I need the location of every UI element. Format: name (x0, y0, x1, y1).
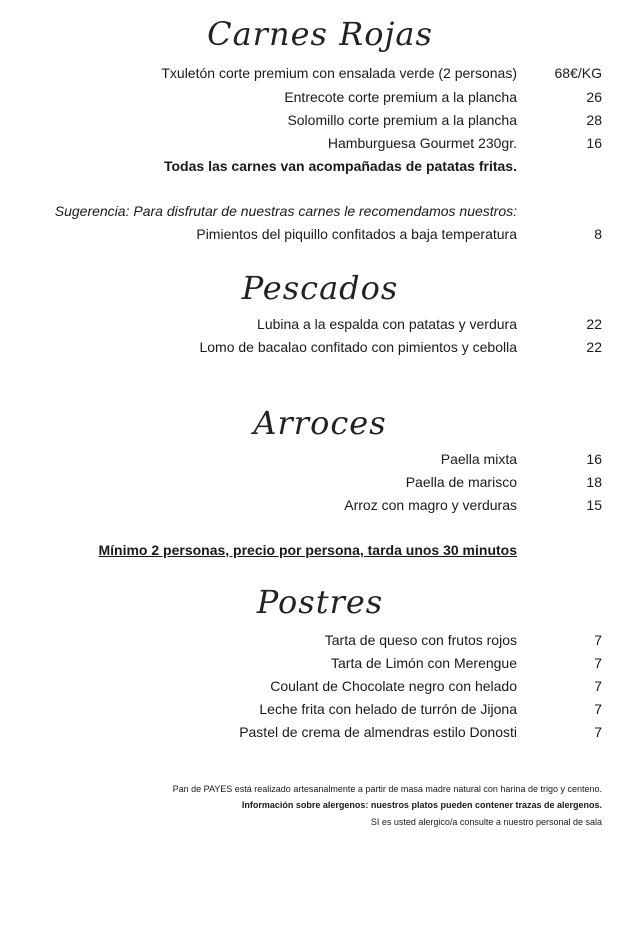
item-name: Tarta de Limón con Merengue (331, 655, 517, 671)
menu-item (0, 132, 640, 154)
menu-item (0, 336, 640, 358)
menu-item (0, 448, 640, 470)
suggestion-note: Sugerencia: Para disfrutar de nuestras carnes le recomendamos nuestros: (54, 203, 517, 219)
footer-allergen-contact: SI es usted alergico/a consulte a nuestro personal de sala (370, 817, 602, 827)
item-name: Lomo de bacalao confitado con pimientos y cebolla (199, 339, 517, 355)
arroces-note: Mínimo 2 personas, precio por persona, tarda unos 30 minutos (98, 542, 517, 558)
section-note (0, 539, 640, 561)
item-price: 16 (586, 451, 602, 467)
item-price: 22 (586, 316, 602, 332)
menu-item (0, 652, 640, 674)
carnes-note: Todas las carnes van acompañadas de patatas fritas. (163, 158, 517, 174)
item-name: Arroz con magro y verduras (344, 497, 517, 513)
section-title-carnes: Carnes Rojas (207, 15, 433, 53)
item-price: 8 (594, 226, 602, 242)
menu-item (0, 62, 640, 84)
menu-item (0, 313, 640, 335)
item-price: 26 (586, 89, 602, 105)
item-name: Entrecote corte premium a la plancha (284, 89, 517, 105)
item-price: 18 (586, 474, 602, 490)
menu-item (0, 109, 640, 131)
item-name: Paella mixta (440, 451, 517, 467)
item-name: Lubina a la espalda con patatas y verdura (257, 316, 517, 332)
item-name: Txuletón corte premium con ensalada verde (2 personas) (161, 65, 517, 81)
item-price: 22 (586, 339, 602, 355)
menu-item (0, 86, 640, 108)
item-price: 15 (586, 497, 602, 513)
menu-item (0, 223, 640, 245)
section-note (0, 155, 640, 177)
footer-bread-note: Pan de PAYES está realizado artesanalmente a partir de masa madre natural con harina de trigo y centeno. (172, 784, 602, 794)
item-name: Leche frita con helado de turrón de Jijona (259, 701, 517, 717)
menu-item (0, 698, 640, 720)
menu-item (0, 629, 640, 651)
footer-allergen-info: Información sobre alergenos: nuestros platos pueden contener trazas de alergenos. (241, 800, 602, 810)
menu-item (0, 471, 640, 493)
item-price: 16 (586, 135, 602, 151)
section-title-pescados: Pescados (241, 269, 399, 307)
item-name: Coulant de Chocolate negro con helado (270, 678, 517, 694)
item-name: Pimientos del piquillo confitados a baja temperatura (196, 226, 517, 242)
menu-item (0, 494, 640, 516)
item-price: 7 (594, 701, 602, 717)
menu-item (0, 721, 640, 743)
item-name: Paella de marisco (405, 474, 517, 490)
item-price: 28 (586, 112, 602, 128)
item-price: 7 (594, 632, 602, 648)
section-title-postres: Postres (256, 583, 384, 621)
item-price: 7 (594, 724, 602, 740)
item-price: 7 (594, 655, 602, 671)
item-name: Solomillo corte premium a la plancha (287, 112, 517, 128)
item-name: Tarta de queso con frutos rojos (324, 632, 517, 648)
item-name: Pastel de crema de almendras estilo Donosti (239, 724, 517, 740)
item-price: 68€/KG (554, 65, 602, 81)
suggestion-text (0, 200, 640, 222)
section-title-arroces: Arroces (253, 404, 387, 442)
item-name: Hamburguesa Gourmet 230gr. (327, 135, 517, 151)
item-price: 7 (594, 678, 602, 694)
menu-item (0, 675, 640, 697)
